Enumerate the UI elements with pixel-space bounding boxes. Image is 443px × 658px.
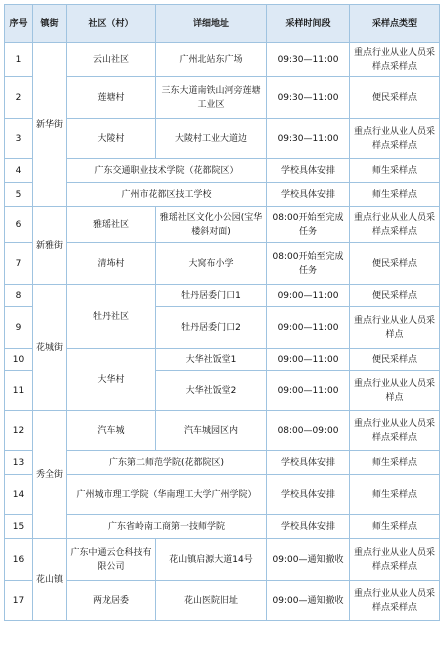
time-cell: 09:00—11:00 [267,285,350,307]
seq-cell: 15 [5,515,33,539]
table-row [5,581,440,621]
time-cell: 08:00开始至完成任务 [267,243,350,285]
type-cell: 便民采样点 [350,243,440,285]
type-cell: 师生采样点 [350,183,440,207]
address-cell: 汽车城园区内 [156,411,267,451]
time-cell: 09:00—11:00 [267,349,350,371]
address-cell: 广州北站东广场 [156,43,267,77]
type-cell: 重点行业从业人员采样点采样点 [350,581,440,621]
seq-cell: 14 [5,475,33,515]
community-cell: 雅瑶社区 [67,207,156,243]
seq-cell: 9 [5,307,33,349]
type-cell: 便民采样点 [350,349,440,371]
table-row [5,285,440,307]
header-community: 社区（村） [67,5,156,43]
type-cell: 重点行业从业人员采样点采样点 [350,43,440,77]
time-cell: 学校具体安排 [267,515,350,539]
seq-cell: 10 [5,349,33,371]
community-cell: 两龙居委 [67,581,156,621]
table-row [5,475,440,515]
time-cell: 学校具体安排 [267,159,350,183]
header-seq: 序号 [5,5,33,43]
address-cell: 花山镇启源大道14号 [156,539,267,581]
time-cell: 09:30—11:00 [267,43,350,77]
table-row [5,119,440,159]
seq-cell: 2 [5,77,33,119]
town-cell: 花城街 [33,285,67,411]
community-cell: 广东中通云仓科技有限公司 [67,539,156,581]
time-cell: 09:00—11:00 [267,307,350,349]
table-row [5,207,440,243]
type-cell: 师生采样点 [350,475,440,515]
header-time: 采样时间段 [267,5,350,43]
seq-cell: 11 [5,371,33,411]
seq-cell: 5 [5,183,33,207]
type-cell: 师生采样点 [350,451,440,475]
time-cell: 09:30—11:00 [267,77,350,119]
community-cell: 莲塘村 [67,77,156,119]
institution-cell: 广州市花都区技工学校 [67,183,267,207]
header-address: 详细地址 [156,5,267,43]
seq-cell: 16 [5,539,33,581]
table-row [5,243,440,285]
seq-cell: 8 [5,285,33,307]
type-cell: 重点行业从业人员采样点 [350,371,440,411]
type-cell: 重点行业从业人员采样点采样点 [350,539,440,581]
time-cell: 09:00—通知撤收 [267,539,350,581]
seq-cell: 6 [5,207,33,243]
community-cell: 大陵村 [67,119,156,159]
address-cell: 雅瑶社区文化小公园(宝华楼斜对面) [156,207,267,243]
time-cell: 08:00开始至完成任务 [267,207,350,243]
time-cell: 09:00—11:00 [267,371,350,411]
table-row [5,515,440,539]
type-cell: 重点行业从业人员采样点采样点 [350,411,440,451]
seq-cell: 17 [5,581,33,621]
type-cell: 重点行业从业人员采样点采样点 [350,207,440,243]
address-cell: 花山医院旧址 [156,581,267,621]
table-row [5,451,440,475]
address-cell: 三东大道南铁山河旁莲塘工业区 [156,77,267,119]
institution-cell: 广东交通职业技术学院（花都院区） [67,159,267,183]
time-cell: 09:00—通知撤收 [267,581,350,621]
address-cell: 牡丹居委门口1 [156,285,267,307]
sampling-sites-table [4,4,440,621]
table-row [5,43,440,77]
table-row [5,411,440,451]
community-cell: 清㘵村 [67,243,156,285]
seq-cell: 7 [5,243,33,285]
institution-cell: 广东第二师范学院(花都院区) [67,451,267,475]
address-cell: 大华社饭堂2 [156,371,267,411]
seq-cell: 1 [5,43,33,77]
header-town: 镇街 [33,5,67,43]
community-cell: 汽车城 [67,411,156,451]
time-cell: 学校具体安排 [267,475,350,515]
town-cell: 花山镇 [33,539,67,621]
seq-cell: 3 [5,119,33,159]
type-cell: 便民采样点 [350,285,440,307]
table-row [5,159,440,183]
type-cell: 重点行业从业人员采样点采样点 [350,119,440,159]
table-row [5,539,440,581]
community-cell: 牡丹社区 [67,285,156,349]
table-row [5,183,440,207]
town-cell: 新华街 [33,43,67,207]
type-cell: 师生采样点 [350,515,440,539]
address-cell: 大华社饭堂1 [156,349,267,371]
seq-cell: 4 [5,159,33,183]
time-cell: 学校具体安排 [267,451,350,475]
type-cell: 师生采样点 [350,159,440,183]
community-cell: 大华村 [67,349,156,411]
institution-cell: 广东省岭南工商第一技师学院 [67,515,267,539]
table-row [5,349,440,371]
seq-cell: 12 [5,411,33,451]
seq-cell: 13 [5,451,33,475]
table-row [5,77,440,119]
time-cell: 08:00—09:00 [267,411,350,451]
institution-cell: 广州城市理工学院（华南理工大学广州学院） [67,475,267,515]
community-cell: 云山社区 [67,43,156,77]
town-cell: 新雅街 [33,207,67,285]
type-cell: 重点行业从业人员采样点 [350,307,440,349]
time-cell: 09:30—11:00 [267,119,350,159]
address-cell: 牡丹居委门口2 [156,307,267,349]
header-type: 采样点类型 [350,5,440,43]
address-cell: 大陵村工业大道边 [156,119,267,159]
address-cell: 大窝布小学 [156,243,267,285]
town-cell: 秀全街 [33,411,67,539]
type-cell: 便民采样点 [350,77,440,119]
table-header-row [5,5,440,43]
time-cell: 学校具体安排 [267,183,350,207]
